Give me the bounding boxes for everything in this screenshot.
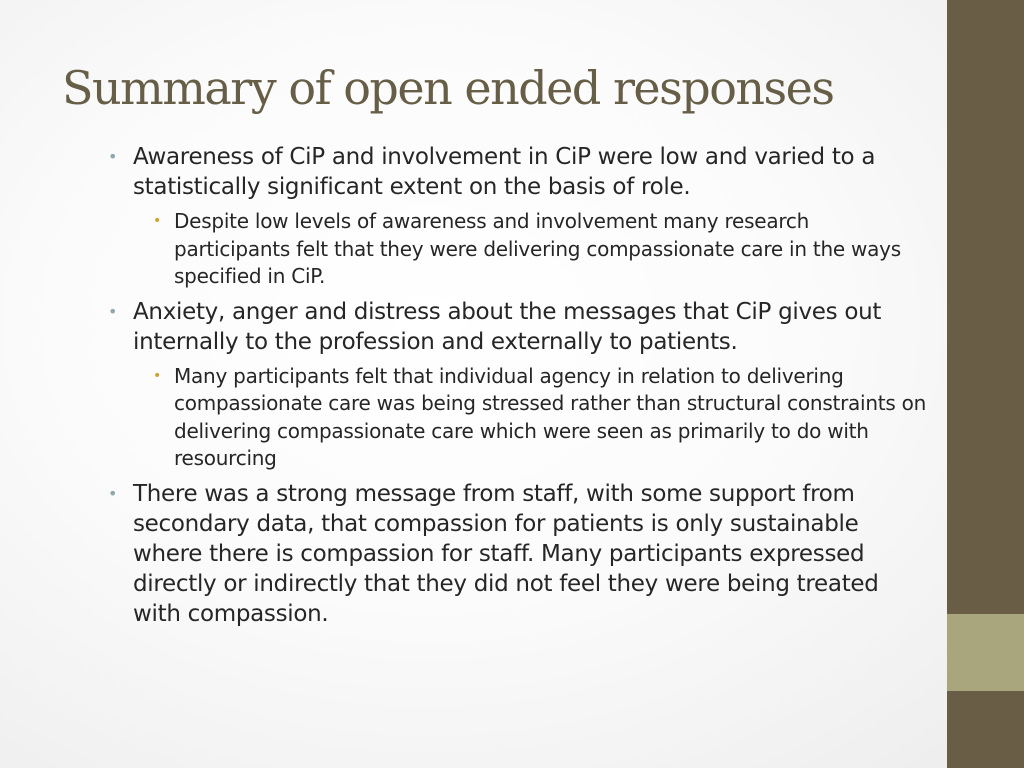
sub-bullet-list [133, 208, 928, 291]
bullet-icon: • [108, 301, 118, 321]
sub-bullet-list [133, 363, 928, 473]
bullet-icon: • [108, 147, 118, 166]
bullet-list [108, 142, 928, 629]
bullet-icon: • [108, 483, 118, 503]
side-accent-block [947, 614, 1024, 691]
sub-bullet-item [133, 208, 928, 291]
bullet-text: There was a strong message from staff, with some support from secondary data, that compassion for patients is only sustainable where there is compassion for staff. Many participants expressed directly or indirectly that they did not feel they were being treated with compassion. [133, 480, 879, 627]
sub-bullet-text: Many participants felt that individual agency in relation to delivering compassionate care was being stressed rather than structural constraints on delivering compassionate care which were seen as primarily to do with resourcing [174, 363, 927, 470]
sub-bullet-text: Despite low levels of awareness and involvement many research participants felt that they were delivering compassionate care in the ways specified in CiP. [174, 209, 901, 288]
bullet-item-awareness [108, 142, 928, 291]
bullet-text: Awareness of CiP and involvement in CiP were low and varied to a statistically significant extent on the basis of role. [133, 144, 876, 200]
sub-bullet-icon: • [153, 367, 162, 384]
bullet-item-compassion [108, 479, 928, 629]
sub-bullet-item [133, 363, 928, 473]
slide-title: Summary of open ended responses [62, 61, 834, 115]
bullet-text: Anxiety, anger and distress about the messages that CiP gives out internally to the profession and externally to patients. [133, 298, 882, 355]
bullet-item-anxiety [108, 297, 928, 473]
sub-bullet-icon: • [153, 213, 162, 229]
